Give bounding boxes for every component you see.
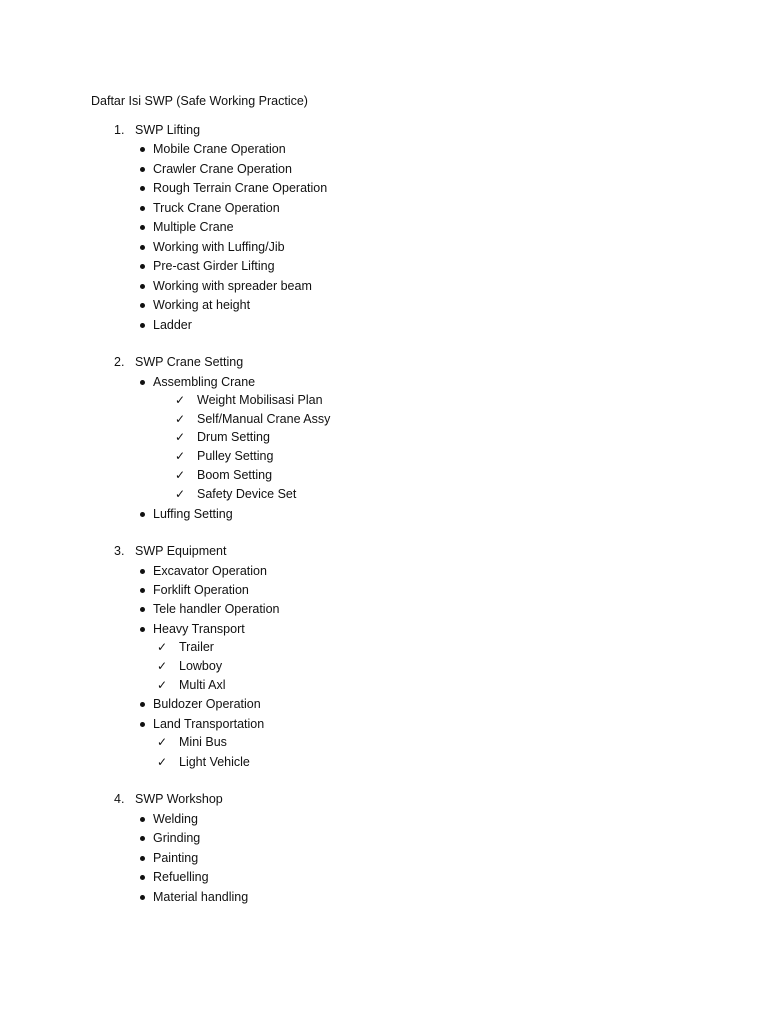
list-item-label: Crawler Crane Operation xyxy=(153,162,292,176)
check-icon: ✓ xyxy=(175,487,186,501)
list-item-label: Heavy Transport xyxy=(153,622,245,636)
bullet-icon xyxy=(140,245,145,250)
checklist-item-label: Light Vehicle xyxy=(179,755,250,769)
checklist-item-label: Lowboy xyxy=(179,659,223,673)
list-item-label: Forklift Operation xyxy=(153,583,249,597)
bullet-icon xyxy=(140,512,145,517)
check-icon: ✓ xyxy=(157,755,168,769)
checklist-item-label: Self/Manual Crane Assy xyxy=(197,412,331,426)
bullet-icon xyxy=(140,875,145,880)
list-item-label: Welding xyxy=(153,812,198,826)
list-item-label: Working with Luffing/Jib xyxy=(153,240,285,254)
check-icon: ✓ xyxy=(175,393,186,407)
list-item-label: Refuelling xyxy=(153,870,209,884)
bullet-icon xyxy=(140,627,145,632)
section-number: 4. xyxy=(114,792,125,806)
section-number: 1. xyxy=(114,123,125,137)
bullet-icon xyxy=(140,722,145,727)
bullet-icon xyxy=(140,817,145,822)
list-item-label: Luffing Setting xyxy=(153,507,233,521)
bullet-icon xyxy=(140,147,145,152)
bullet-icon xyxy=(140,607,145,612)
list-item-label: Painting xyxy=(153,851,199,865)
section-label: SWP Equipment xyxy=(135,544,227,558)
bullet-icon xyxy=(140,380,145,385)
check-icon: ✓ xyxy=(157,659,168,673)
bullet-icon xyxy=(140,186,145,191)
check-icon: ✓ xyxy=(157,678,168,692)
bullet-icon xyxy=(140,264,145,269)
document-title: Daftar Isi SWP (Safe Working Practice) xyxy=(91,94,308,108)
bullet-icon xyxy=(140,569,145,574)
checklist-item-label: Drum Setting xyxy=(197,430,270,444)
section-number: 3. xyxy=(114,544,125,558)
check-icon: ✓ xyxy=(175,449,186,463)
list-item-label: Working with spreader beam xyxy=(153,279,312,293)
list-item-label: Grinding xyxy=(153,831,201,845)
bullet-icon xyxy=(140,856,145,861)
list-item-label: Tele handler Operation xyxy=(153,602,280,616)
check-icon: ✓ xyxy=(175,468,186,482)
list-item-label: Multiple Crane xyxy=(153,220,234,234)
list-item-label: Rough Terrain Crane Operation xyxy=(153,181,328,195)
checklist-item-label: Pulley Setting xyxy=(197,449,274,463)
bullet-icon xyxy=(140,303,145,308)
bullet-icon xyxy=(140,167,145,172)
bullet-icon xyxy=(140,225,145,230)
section-number: 2. xyxy=(114,355,125,369)
check-icon: ✓ xyxy=(175,430,186,444)
list-item-label: Truck Crane Operation xyxy=(153,201,280,215)
list-item-label: Excavator Operation xyxy=(153,564,267,578)
bullet-icon xyxy=(140,895,145,900)
list-item-label: Pre-cast Girder Lifting xyxy=(153,259,275,273)
list-item-label: Land Transportation xyxy=(153,717,265,731)
checklist-item-label: Safety Device Set xyxy=(197,487,297,501)
checklist-item-label: Boom Setting xyxy=(197,468,273,482)
list-item-label: Working at height xyxy=(153,298,251,312)
checklist-item-label: Trailer xyxy=(179,640,214,654)
bullet-icon xyxy=(140,323,145,328)
list-item-label: Material handling xyxy=(153,890,249,904)
section-label: SWP Lifting xyxy=(135,123,201,137)
list-item-label: Buldozer Operation xyxy=(153,697,261,711)
list-item-label: Assembling Crane xyxy=(153,375,256,389)
list-item-label: Ladder xyxy=(153,318,192,332)
check-icon: ✓ xyxy=(175,412,186,426)
checklist-item-label: Mini Bus xyxy=(179,735,227,749)
bullet-icon xyxy=(140,702,145,707)
checklist-item-label: Multi Axl xyxy=(179,678,226,692)
bullet-icon xyxy=(140,836,145,841)
checklist-item-label: Weight Mobilisasi Plan xyxy=(197,393,323,407)
check-icon: ✓ xyxy=(157,735,168,749)
bullet-icon xyxy=(140,284,145,289)
check-icon: ✓ xyxy=(157,640,168,654)
bullet-icon xyxy=(140,588,145,593)
list-item-label: Mobile Crane Operation xyxy=(153,142,286,156)
bullet-icon xyxy=(140,206,145,211)
section-label: SWP Crane Setting xyxy=(135,355,244,369)
section-label: SWP Workshop xyxy=(135,792,223,806)
